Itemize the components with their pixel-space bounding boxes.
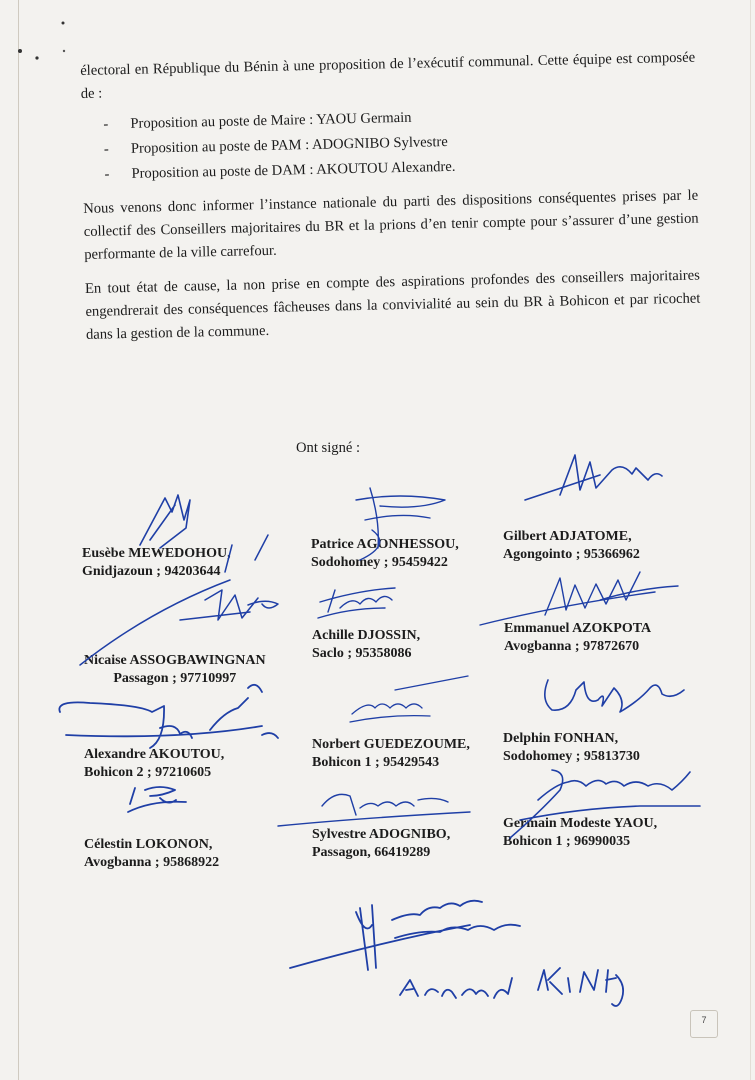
scan-specks bbox=[0, 0, 80, 80]
signatory-block bbox=[504, 620, 651, 656]
signatory-block bbox=[312, 627, 420, 663]
signatory-detail: Agongointo ; 95366962 bbox=[503, 547, 640, 562]
signatory-detail: Passagon ; 97710997 bbox=[113, 671, 237, 686]
signature-adjatome bbox=[525, 455, 662, 500]
signature-lokonon bbox=[128, 787, 186, 812]
letter-body bbox=[80, 47, 701, 347]
signatory-detail: Avogbanna ; 97872670 bbox=[504, 639, 640, 654]
signature-adognibo bbox=[278, 794, 470, 826]
signature-mewedohou bbox=[140, 495, 190, 548]
paragraph-consequence: En tout état de cause, la non prise en compte des aspirations profondes des conseillers majoritaires engendrerait des conséquences fâcheuses dans la convivialité au sein du BR à Bohicon et par ricochet dans la gestion de la commune. bbox=[84, 267, 701, 343]
signatory-name: Emmanuel AZOKPOTA bbox=[504, 621, 652, 636]
signatory-name: Patrice AGONHESSOU, bbox=[311, 537, 459, 552]
signatory-detail: Bohicon 2 ; 97210605 bbox=[84, 765, 212, 780]
signatory-name: Célestin LOKONON, bbox=[84, 837, 213, 852]
signatory-name: Sylvestre ADOGNIBO, bbox=[312, 827, 451, 842]
signatory-detail: Sodohomey ; 95459422 bbox=[311, 555, 448, 570]
signatory-block bbox=[82, 545, 231, 581]
signatory-name: Alexandre AKOUTOU, bbox=[84, 747, 225, 762]
signatory-name: Norbert GUEDEZOUME, bbox=[312, 737, 470, 752]
signatory-detail: Bohicon 1 ; 95429543 bbox=[312, 755, 440, 770]
paragraph-intro: électoral en République du Bénin à une proposition de l’exécutif communal. Cette équipe est composée de : bbox=[80, 49, 696, 102]
signatory-block bbox=[84, 836, 219, 872]
signatory-detail: Saclo ; 95358086 bbox=[312, 646, 412, 661]
signatory-block bbox=[311, 536, 459, 572]
signature-fonhan bbox=[545, 680, 684, 712]
proposal-item: - Proposition au poste de PAM : ADOGNIBO Sylvestre bbox=[103, 133, 448, 158]
signatory-block bbox=[503, 528, 640, 564]
signatory-block bbox=[312, 826, 450, 862]
signatory-detail: Avogbanna ; 95868922 bbox=[84, 855, 220, 870]
signature-akoutou bbox=[59, 685, 278, 748]
proposal-list bbox=[81, 101, 697, 187]
signed-heading: Ont signé : bbox=[296, 440, 361, 456]
signatory-block bbox=[312, 736, 470, 772]
page-right-edge bbox=[750, 0, 751, 1080]
signatory-block bbox=[84, 652, 266, 688]
signature-azokpota bbox=[480, 572, 678, 625]
signatory-name: Nicaise ASSOGBAWINGNAN bbox=[84, 653, 266, 668]
signatory-block bbox=[503, 815, 657, 851]
signatory-block bbox=[84, 746, 224, 782]
page-number: 7 bbox=[701, 1015, 707, 1025]
proposal-item: - Proposition au poste de Maire : YAOU Germain bbox=[103, 109, 412, 133]
page-number-box bbox=[690, 1010, 718, 1038]
signature-kinfy bbox=[290, 901, 623, 1006]
paragraph-inform: Nous venons donc informer l’instance nationale du parti des dispositions conséquentes prises par le collectif des Conseillers majoritaires du BR et la prions d’en tenir compte pour s’assurer d’une gestion performante de la ville carrefour. bbox=[83, 187, 699, 263]
signature-djossin bbox=[318, 588, 395, 618]
signatory-name: Germain Modeste YAOU, bbox=[503, 816, 658, 831]
signatory-detail: Sodohomey ; 95813730 bbox=[503, 749, 640, 764]
signatory-name: Achille DJOSSIN, bbox=[312, 628, 421, 643]
signatory-name: Delphin FONHAN, bbox=[503, 731, 619, 746]
signatory-block bbox=[503, 730, 640, 766]
proposal-item: - Proposition au poste de DAM : AKOUTOU Alexandre. bbox=[104, 158, 456, 183]
signatory-name: Gilbert ADJATOME, bbox=[503, 529, 632, 544]
signatory-name: Eusèbe MEWEDOHOU, bbox=[82, 546, 231, 561]
signatory-detail: Bohicon 1 ; 96990035 bbox=[503, 834, 631, 849]
page-left-edge bbox=[18, 0, 19, 1080]
signatory-detail: Gnidjazoun ; 94203644 bbox=[82, 564, 221, 579]
signatory-detail: Passagon, 66419289 bbox=[312, 845, 431, 860]
signature-guedezoume bbox=[350, 676, 468, 722]
